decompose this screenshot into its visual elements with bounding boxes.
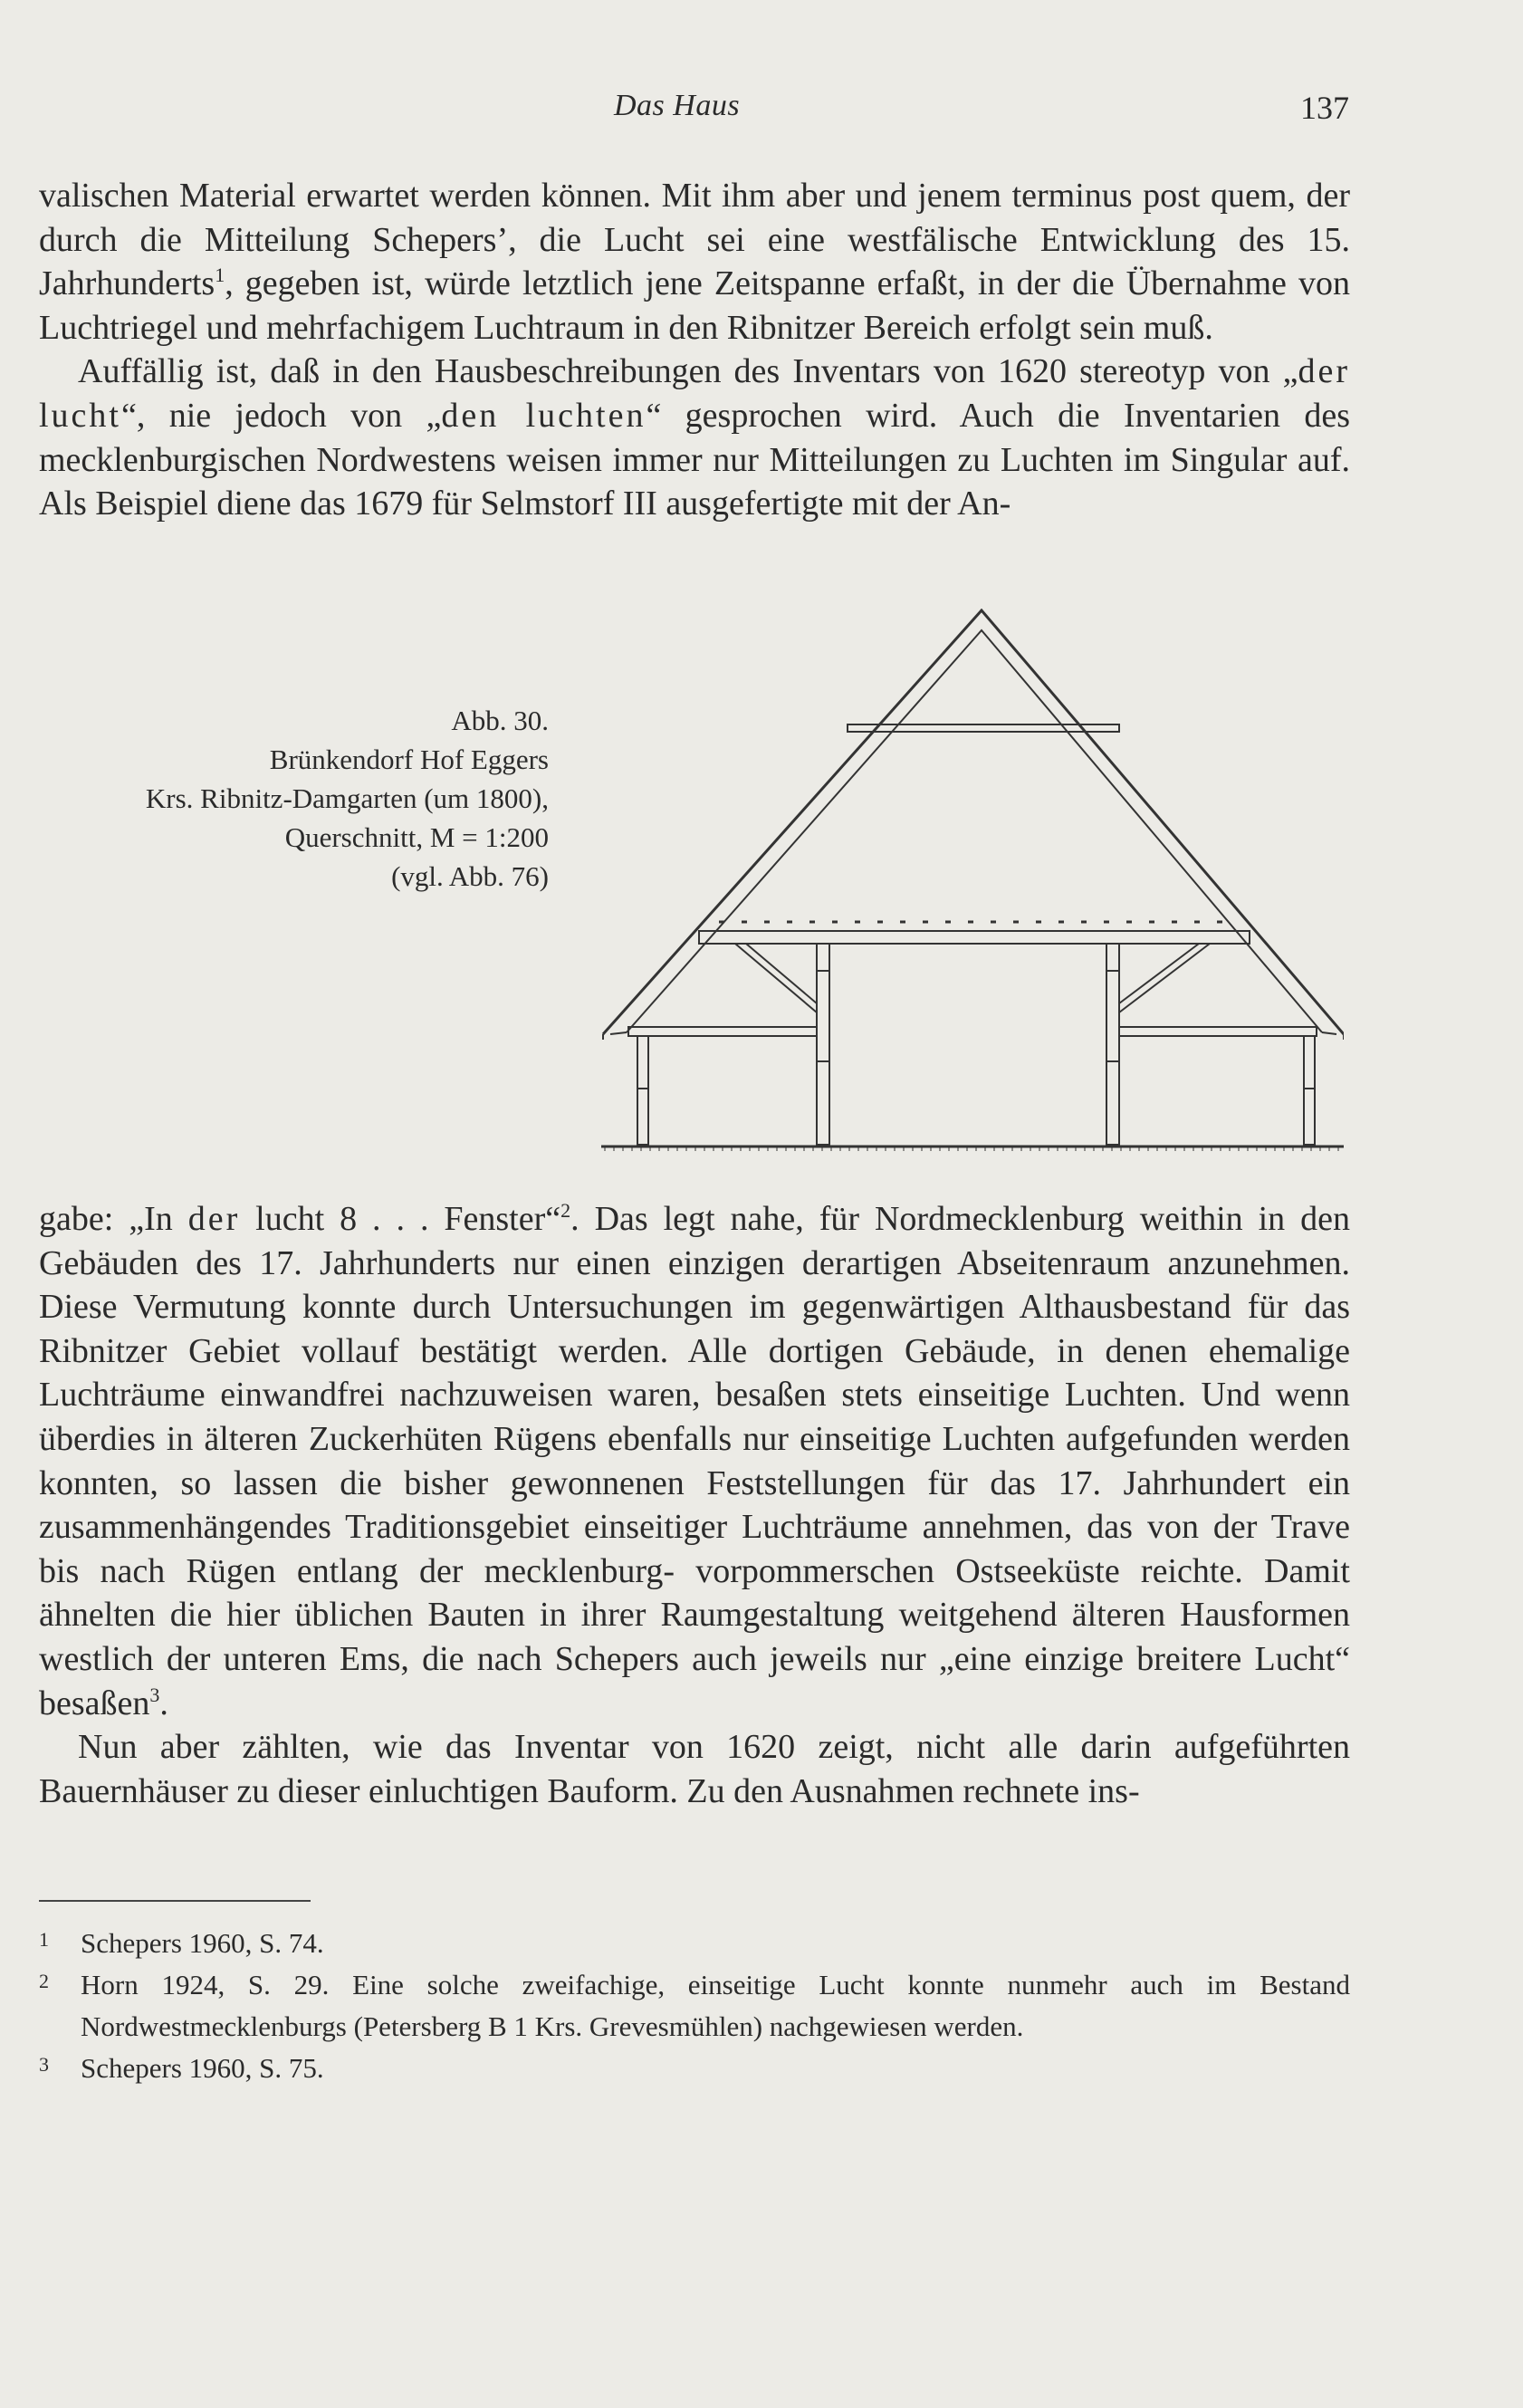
paragraph: Auffällig ist, daß in den Hausbeschreibungen des Inventars von 1620 stereotyp von „der lucht“, nie jedoch von „den luchten“ gesprochen wird. Auch die Inventarien des mecklenburgischen Nordwestens weisen immer nur Mitteilungen zu Luchten im Singular auf. Als Beispiel diene das 1679 für Selmstorf III ausgefertigte mit der An- [39, 352, 1350, 523]
wall-post-left [637, 1036, 648, 1145]
footnote-divider [39, 1900, 311, 1902]
post-left [817, 944, 829, 1145]
tie-beam [699, 931, 1250, 944]
post-right [1106, 944, 1119, 1145]
figure-caption: Abb. 30. Brünkendorf Hof Eggers Krs. Ribnitz-Damgarten (um 1800), Querschnitt, M = 1:200 (vgl. Abb. 76) [145, 705, 549, 892]
brace [1119, 944, 1210, 1012]
side-beam-left [628, 1027, 817, 1036]
roof-outer [603, 610, 1344, 1034]
footnote: 3 Schepers 1960, S. 75. [39, 2052, 324, 2084]
footnote-ref: 3 [149, 1683, 160, 1706]
body-text-top [39, 174, 1350, 526]
side-beam-right [1119, 1027, 1317, 1036]
paragraph: valischen Material erwartet werden können. Mit ihm aber und jenem terminus post quem, der durch die Mitteilung Schepers’, die Lucht sei eine westfälische Entwicklung des 15. Jahrhunderts$^1$, gegeben ist, würde letztlich jene Zeitspanne erfaßt, in der die Übernahme von Luchtriegel und mehrfachigem Luchtraum in den Ribnitzer Bereich erfolgt sein muß. [39, 177, 1350, 347]
paragraph: gabe: „In der lucht 8 . . . Fenster“$^2$. Das legt nahe, für Nordmecklenburg weithin in den Gebäuden des 17. Jahrhunderts nur einen einzigen derartigen Abseitenraum anzunehmen. Diese Vermutung konnte durch Untersuchungen im gegenwärtigen Althausbestand für das Ribnitzer Gebiet vollauf bestätigt werden. Alle dortigen Gebäude, in denen ehemalige Luchträume einwandfrei nachzuweisen waren, besaßen stets einseitige Luchten. Und wenn überdies in älteren Zuckerhüten Rügens ebenfalls nur einseitige Luchten aufgefunden werden konnten, so lassen die bisher gewonnenen Feststellungen für das 17. Jahrhundert ein zusammenhängendes Traditionsgebiet einseitiger Luchträume annehmen, das von der Trave bis nach Rügen entlang der mecklenburg- vorpommerschen Ostseeküste reichte. Damit ähnelten die hier üblichen Bauten in ihrer Raumgestaltung weitgehend älteren Hausformen westlich der unteren Ems, die nach Schepers auch jeweils nur „eine einzige breitere Lucht“ besaßen$^3$. [39, 1199, 1350, 1722]
footnotes [39, 1923, 1350, 2089]
brace [735, 944, 817, 1012]
paragraph: Nun aber zählten, wie das Inventar von 1620 zeigt, nicht alle darin aufgeführten Bauernhäuser zu dieser einluchtigen Bauform. Zu den Ausnahmen rechnete ins- [39, 1728, 1350, 1810]
footnote-ref: 1 [215, 264, 225, 287]
cross-section-drawing [601, 609, 1344, 1159]
page-number: 137 [1300, 90, 1349, 126]
wall-post-right [1304, 1036, 1315, 1145]
roof-inner [627, 630, 1322, 1032]
footnote: 1 Schepers 1960, S. 74. [39, 1927, 324, 1959]
footnote-ref: 2 [560, 1199, 571, 1222]
footnote: 2 Horn 1924, S. 29. Eine solche zweifachige, einseitige Lucht konnte nunmehr auch im Bestand Nordwestmecklenburgs (Petersberg B 1 Krs. Grevesmühlen) nachgewiesen werden. [39, 1969, 1350, 2042]
running-title: Das Haus [614, 89, 741, 122]
body-text-bottom [39, 1197, 1350, 1813]
